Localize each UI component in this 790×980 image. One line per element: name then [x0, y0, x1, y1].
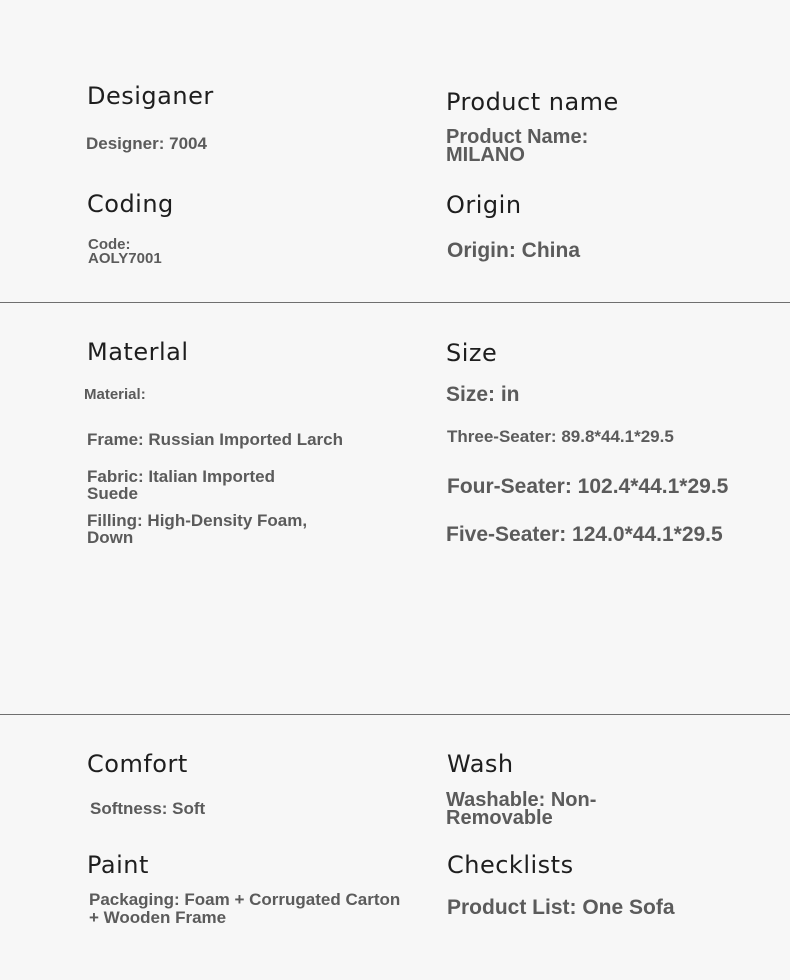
material-heading: Materlal	[87, 338, 189, 366]
product-name-value: Product Name: MILANO	[446, 126, 589, 166]
checklists-value: Product List: One Sofa	[447, 896, 675, 919]
section-divider	[0, 302, 790, 303]
product-name-heading: Product name	[446, 88, 619, 116]
coding-heading: Coding	[87, 190, 174, 218]
section-divider	[0, 714, 790, 715]
material-item: Fabric: Italian Imported Suede	[87, 467, 275, 503]
material-item: Frame: Russian Imported Larch	[87, 430, 344, 449]
checklists-heading: Checklists	[447, 851, 574, 879]
wash-value: Washable: Non-Removable	[446, 789, 597, 829]
comfort-heading: Comfort	[87, 750, 188, 778]
coding-value: Code: AOLY7001	[88, 236, 162, 267]
designer-value: Designer: 7004	[86, 134, 207, 153]
paint-heading: Paint	[87, 851, 149, 879]
size-label: Size: in	[446, 383, 520, 406]
wash-heading: Wash	[447, 750, 514, 778]
material-label: Material:	[84, 386, 146, 403]
paint-value: Packaging: Foam + Corrugated Carton + Wooden Frame	[89, 890, 401, 927]
designer-heading: Desiganer	[87, 82, 214, 110]
size-item: Four-Seater: 102.4*44.1*29.5	[447, 475, 729, 498]
material-item: Filling: High-Density Foam, Down	[87, 511, 308, 547]
comfort-value: Softness: Soft	[90, 799, 206, 818]
size-item: Five-Seater: 124.0*44.1*29.5	[446, 523, 723, 546]
origin-heading: Origin	[446, 191, 522, 219]
origin-value: Origin: China	[447, 239, 580, 262]
size-item: Three-Seater: 89.8*44.1*29.5	[447, 427, 674, 446]
size-heading: Size	[446, 339, 498, 367]
